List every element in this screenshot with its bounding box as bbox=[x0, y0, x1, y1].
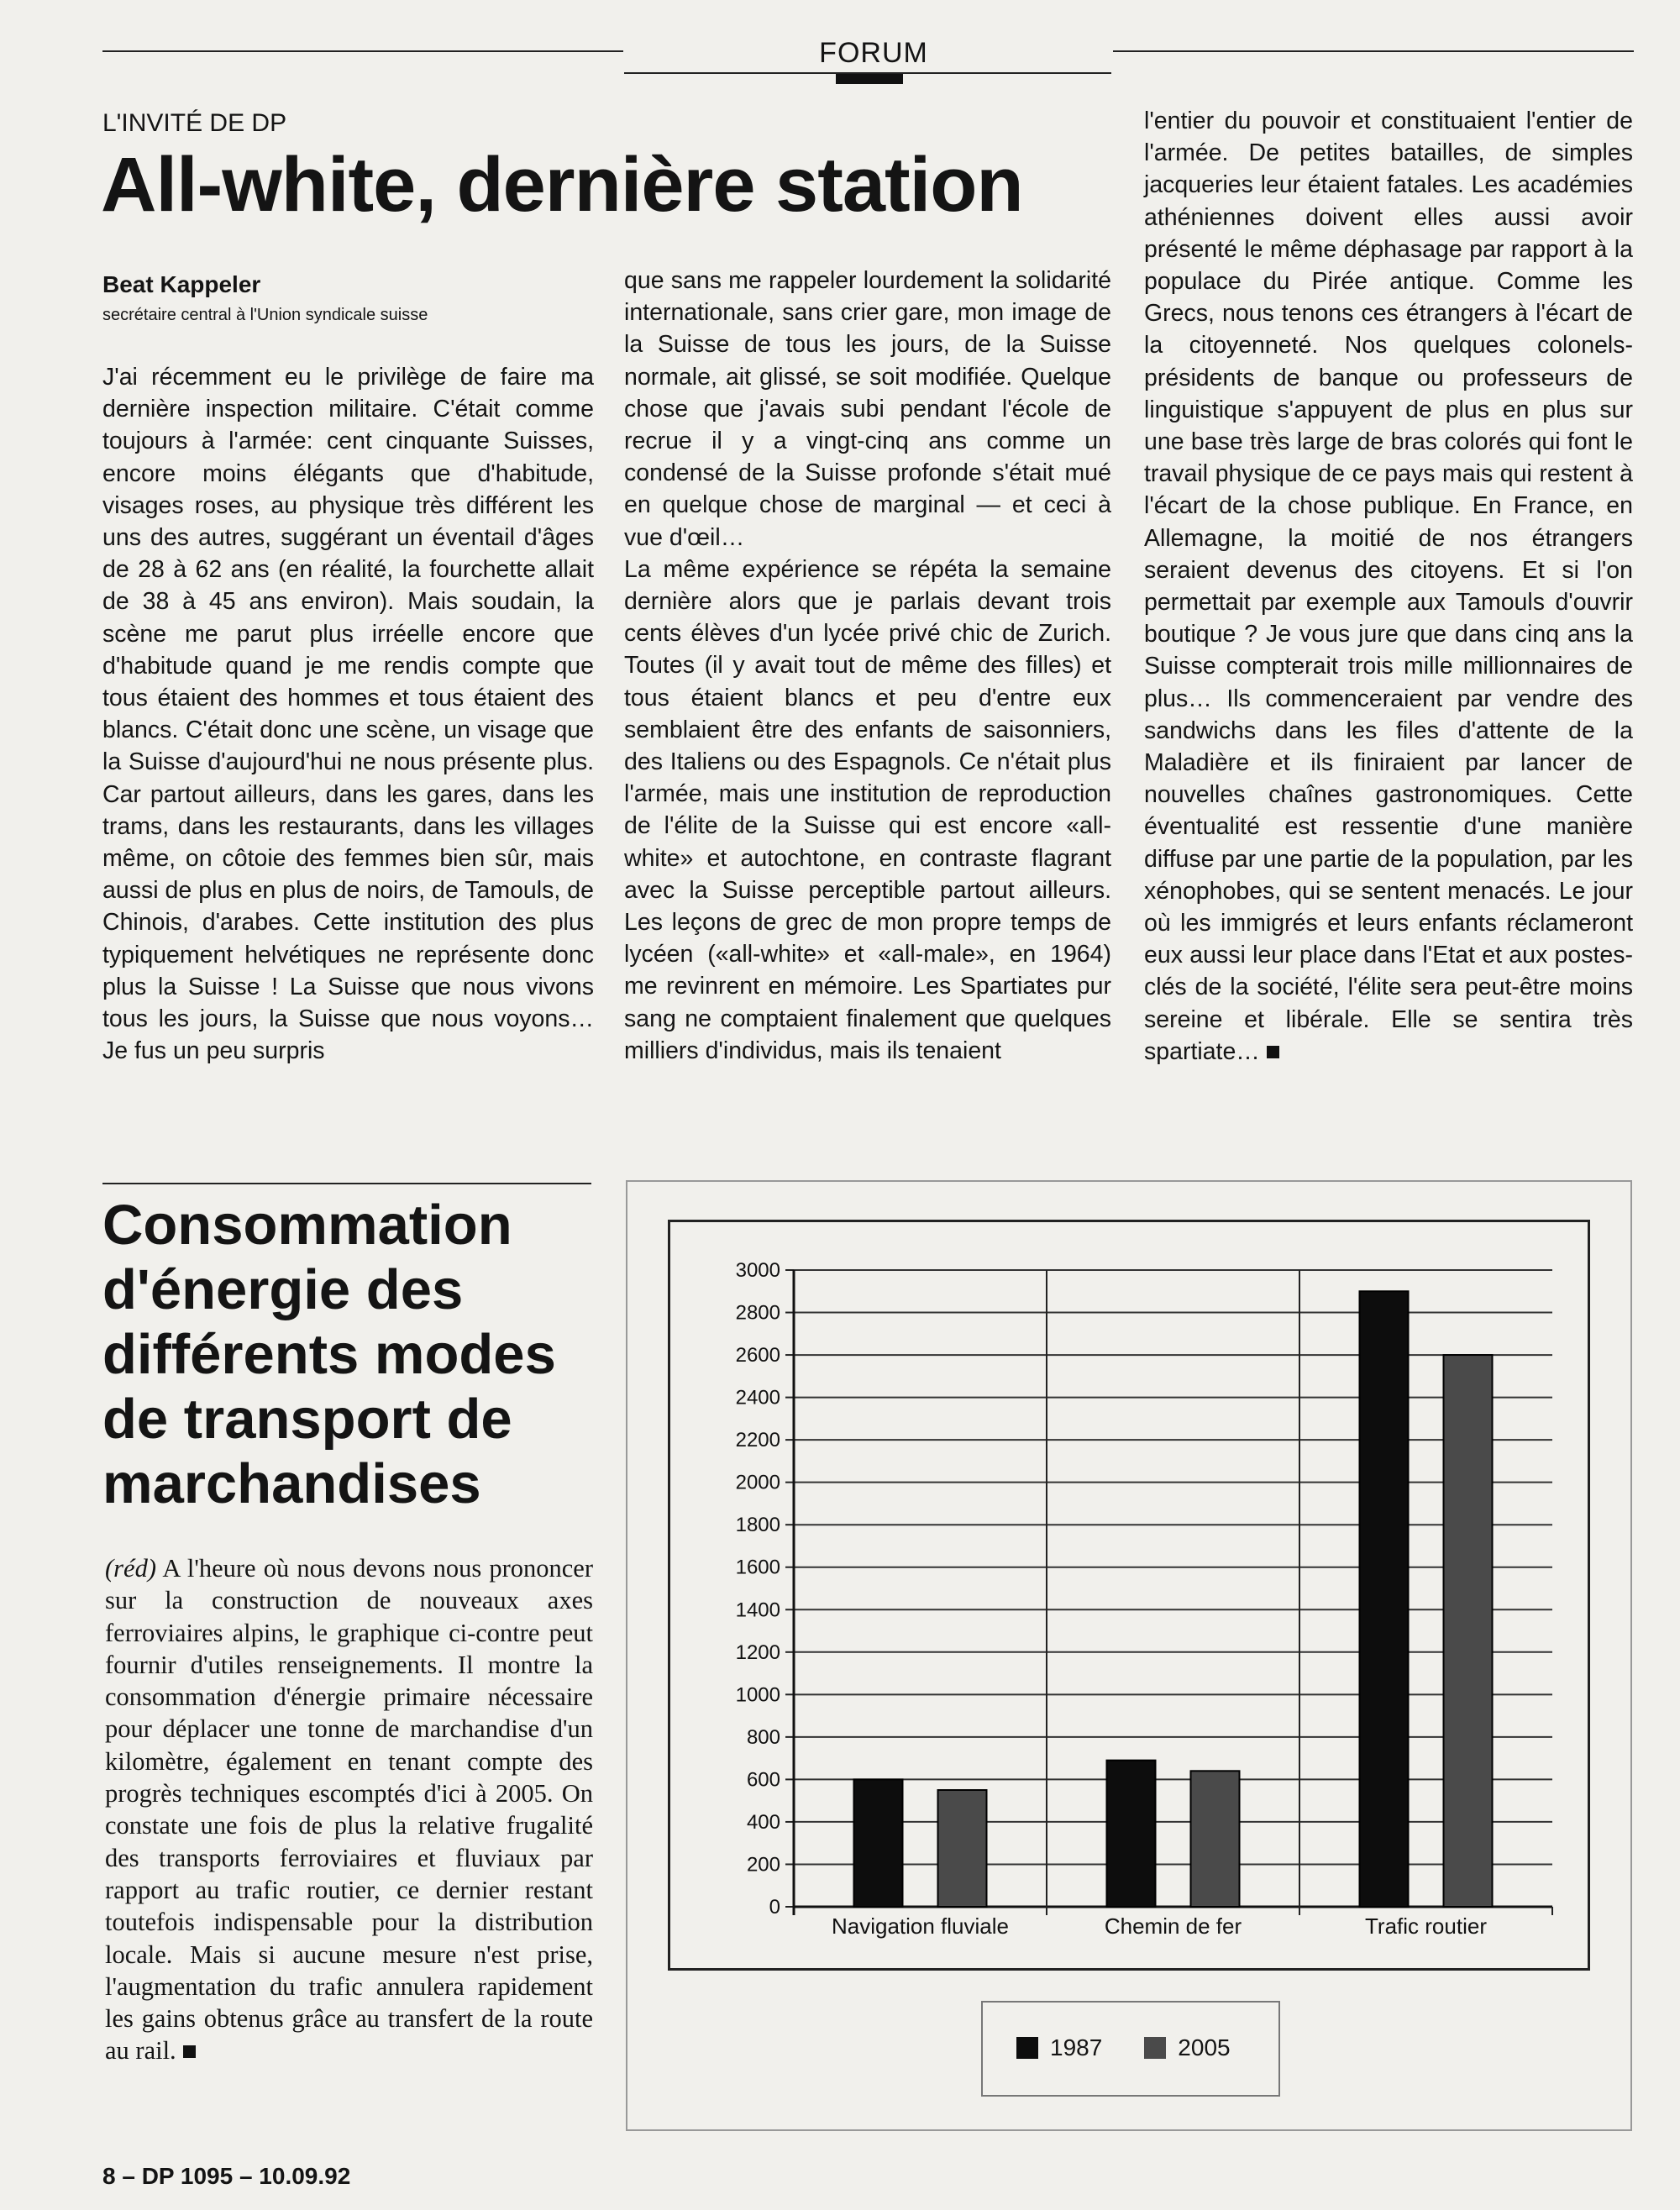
legend-label-1987: 1987 bbox=[1050, 2034, 1103, 2060]
y-tick-label: 1000 bbox=[735, 1683, 780, 1707]
y-tick-label: 600 bbox=[746, 1768, 780, 1792]
y-tick-label: 2600 bbox=[735, 1344, 780, 1367]
bar-1987 bbox=[854, 1779, 903, 1907]
box-title: Consommation d'énergie des différents modes de transport de marchandises bbox=[102, 1194, 556, 1515]
legend-label-2005: 2005 bbox=[1178, 2034, 1231, 2060]
box-body: A l'heure où nous devons nous prononcer sur la construction de nouveaux axes ferroviaires alpins, le graphique ci-contre peut fournir d'utiles renseignements. Il montre la consommation d'énergie primaire nécessaire pour déplacer une tonne de marchandise d'un kilomètre, également en tenant compte des progrès techniques escomptés d'ici à 2005. On constate une fois de plus la relative frugalité des transports ferroviaires et fluviaux par rapport au trafic routier, ce dernier restant toutefois indispensable pour la distribution locale. Mais si aucune mesure n'est prise, l'augmentation du trafic annulera rapidement les gains obtenus grâce au transfert de la route au rail. bbox=[105, 1554, 593, 2066]
section-label: FORUM bbox=[819, 37, 928, 69]
y-tick-label: 2800 bbox=[735, 1301, 780, 1325]
legend-swatch-2005 bbox=[1144, 2037, 1166, 2059]
y-tick-label: 3000 bbox=[735, 1259, 780, 1282]
y-tick-label: 400 bbox=[746, 1810, 780, 1834]
article-column-3-text: l'entier du pouvoir et constituaient l'entier de l'armée. De petites batailles, de simples jacqueries leur étaient fatales. Les académies athéniennes doivent elles aussi avoir présenté le même déphasage par rapport à la populace du Pirée antique. Comme les Grecs, nous tenons ces étrangers à l'écart de la citoyenneté. Nos quelques colonels-présidents de banque ou professeurs de linguistique s'appuyent de plus en plus sur une base très large de bras colorés qui font le travail physique de ce pays mais qui restent à l'écart de la chose publique. En France, en Allemagne, la moitié de nos étrangers seraient devenus des citoyens. Et si l'on permettait par exemple aux Tamouls d'ouvrir boutique ? Je vous jure que dans cinq ans la Suisse compterait trois mille millionnaires de plus… Ils commenceraient par vendre des sandwichs dans les files d'attente de la Maladière et ils finiraient par lancer de nouvelles chaînes gastronomiques. Cette éventualité est ressentie d'une manière diffuse par une partie de la population, par les xénophobes, qui se sentent menacés. Le jour où les immigrés et leurs enfants réclameront eux aussi leur place dans l'Etat et aux postes-clés de la société, l'élite sera peut-être moins sereine et libérale. Elle se sentira très spartiate… bbox=[1144, 108, 1633, 1065]
y-tick-label: 1400 bbox=[735, 1598, 780, 1622]
y-tick-label: 1200 bbox=[735, 1640, 780, 1664]
article-title: All-white, dernière station bbox=[101, 142, 1023, 228]
box-lead: (réd) bbox=[105, 1554, 156, 1583]
y-tick-label: 2000 bbox=[735, 1471, 780, 1494]
bar-2005 bbox=[1191, 1771, 1240, 1907]
x-category-label: Chemin de fer bbox=[1104, 1913, 1242, 1939]
article-column-2-p1: que sans me rappeler lourdement la solidarité internationale, sans crier gare, mon image de la Suisse de tous les jours, de la Suisse normale, ait glissé, se soit modifiée. Quelque chose que j'avais subi pendant l'école de recrue il y a vingt-cinq ans comme un condensé de la Suisse profonde s'était mué en quelque chose de marginal — et ceci à vue d'œil… bbox=[624, 267, 1111, 551]
x-category-label: Navigation fluviale bbox=[831, 1913, 1010, 1939]
legend-swatch-1987 bbox=[1016, 2037, 1038, 2059]
y-tick-label: 1600 bbox=[735, 1556, 780, 1579]
y-tick-label: 2400 bbox=[735, 1386, 780, 1409]
page-footer: 8 – DP 1095 – 10.09.92 bbox=[102, 2163, 351, 2189]
y-tick-label: 200 bbox=[746, 1853, 780, 1877]
y-tick-label: 2200 bbox=[735, 1429, 780, 1452]
author-name: Beat Kappeler bbox=[102, 271, 261, 297]
y-tick-label: 1800 bbox=[735, 1514, 780, 1537]
chart-legend bbox=[1016, 2034, 1231, 2061]
bar-1987 bbox=[1107, 1761, 1156, 1907]
author-role: secrétaire central à l'Union syndicale suisse bbox=[102, 306, 428, 324]
x-category-label: Trafic routier bbox=[1365, 1913, 1487, 1939]
y-tick-label: 0 bbox=[769, 1896, 780, 1919]
article-column-2-p2: La même expérience se répéta la semaine dernière alors que je parlais devant trois cents élèves d'un lycée privé chic de Zurich. Toutes (il y avait tout de même des filles) et tous étaient blancs et peu d'entre eux semblaient être des enfants de saisonniers, des Italiens ou des Espagnols. Ce n'était plus l'armée, mais une institution de reproduction de l'élite de la Suisse qui est encore «all-white» et autochtone, en contraste flagrant avec la Suisse perceptible partout ailleurs. Les leçons de grec de mon propre temps de lycéen («all-white» et «all-male», en 1964) me revinrent en mémoire. Les Spartiates pur sang ne comptaient finalement que quelques milliers d'individus, mais ils tenaient bbox=[624, 555, 1111, 1064]
bar-1987 bbox=[1360, 1291, 1409, 1907]
article-column-1: J'ai récemment eu le privilège de faire ma dernière inspection militaire. C'était comme toujours à l'armée: cent cinquante Suisses, encore moins élégants que d'habitude, visages roses, au physique très différent les uns des autres, suggérant un éventail d'âges de 28 à 62 ans (en réalité, la fourchette allait de 38 à 45 ans environ). Mais soudain, la scène me parut plus irréelle encore que d'habitude quand je me rendis compte que tous étaient des hommes et tous étaient des blancs. C'était donc une scène, un visage que la Suisse d'aujourd'hui ne nous présente plus. Car partout ailleurs, dans les gares, dans les trams, dans les restaurants, dans les villages même, on côtoie des femmes bien sûr, mais aussi de plus en plus de noirs, de Tamouls, de Chinois, d'arabes. Cette institution des plus typiquement helvétiques ne représente donc plus la Suisse ! La Suisse que nous vivons tous les jours, la Suisse que nous voyons… Je fus un peu surpris bbox=[102, 364, 594, 1065]
bar-2005 bbox=[1444, 1355, 1493, 1907]
article-kicker: L'INVITÉ DE DP bbox=[102, 109, 287, 137]
bar-2005 bbox=[938, 1790, 987, 1907]
y-tick-label: 800 bbox=[746, 1725, 780, 1749]
